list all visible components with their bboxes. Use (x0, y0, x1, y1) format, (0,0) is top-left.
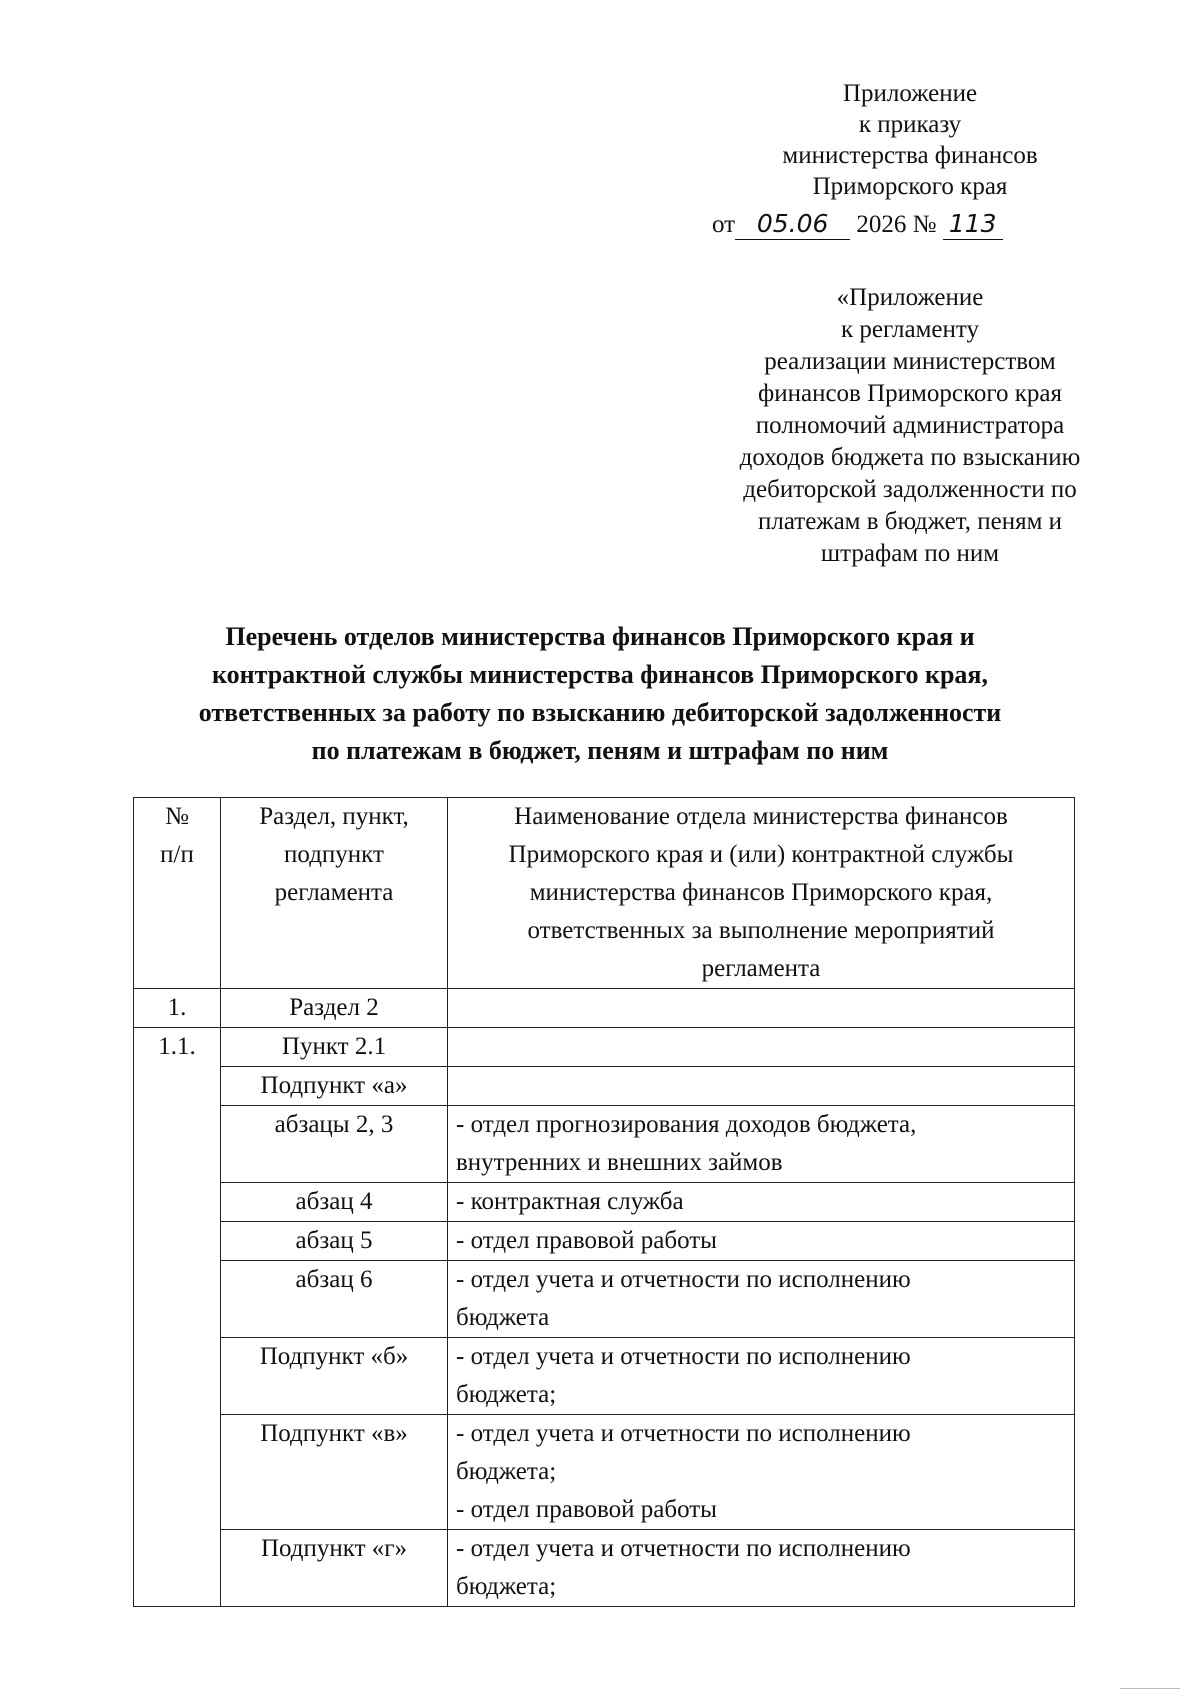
department-line: бюджета (456, 1304, 550, 1331)
sub-appendix-line: дебиторской задолженности по (743, 476, 1077, 503)
table-row (134, 1183, 1075, 1222)
appendix-line: Приморского края (812, 173, 1008, 200)
title-line: контрактной службы министерства финансов Приморского края, (212, 660, 988, 689)
sub-appendix-line: полномочий администратора (755, 412, 1065, 439)
table-row (134, 989, 1075, 1028)
department-line: - отдел учета и отчетности по исполнению (456, 1266, 911, 1293)
row-department-cell (448, 989, 1075, 1028)
table-row (134, 1261, 1075, 1338)
department-line: - контрактная служба (456, 1188, 684, 1215)
row-department-cell (448, 1183, 1075, 1222)
title-line: ответственных за работу по взысканию дебиторской задолженности (198, 698, 1002, 727)
table-row (134, 1028, 1075, 1067)
document-title (150, 618, 1050, 770)
row-number-cell: 1.1. (134, 1028, 221, 1607)
row-department-cell (448, 1530, 1075, 1607)
regulation-appendix-block (690, 282, 1130, 570)
row-department-cell (448, 1067, 1075, 1106)
sub-appendix-line: реализации министерством (764, 348, 1056, 375)
sub-appendix-line: к регламенту (841, 316, 979, 343)
appendix-line: Приложение (842, 80, 978, 107)
row-section-cell: абзацы 2, 3 (221, 1106, 448, 1183)
table-row (134, 1222, 1075, 1261)
department-line: - отдел правовой работы (456, 1227, 717, 1254)
header-cell-line: регламента (701, 955, 821, 982)
header-cell-line: подпункт (284, 841, 384, 868)
row-department-cell (448, 1261, 1075, 1338)
department-line: - отдел правовой работы (456, 1496, 717, 1523)
order-date-number-line (712, 208, 1132, 240)
header-number (134, 798, 221, 989)
department-line: бюджета; (456, 1458, 557, 1485)
sub-appendix-line: платежам в бюджет, пеням и (757, 508, 1063, 535)
department-line: внутренних и внешних займов (456, 1149, 783, 1176)
row-section-cell: Подпункт «в» (221, 1415, 448, 1530)
responsibility-table (133, 797, 1075, 1607)
order-prefix: от (712, 211, 736, 238)
row-department-cell (448, 1106, 1075, 1183)
order-year: 2026 № (856, 211, 937, 238)
row-section-cell: Раздел 2 (221, 989, 448, 1028)
header-cell-line: п/п (160, 841, 194, 868)
row-section-cell: Подпункт «а» (221, 1067, 448, 1106)
table-row (134, 1415, 1075, 1530)
row-department-cell (448, 1338, 1075, 1415)
row-section-cell: Подпункт «б» (221, 1338, 448, 1415)
table-row (134, 1338, 1075, 1415)
header-cell-line: № (165, 803, 189, 830)
row-department-cell (448, 1415, 1075, 1530)
row-section-cell: абзац 6 (221, 1261, 448, 1338)
appendix-line: министерства финансов (782, 142, 1038, 169)
row-number-cell: 1. (134, 989, 221, 1028)
row-department-cell (448, 1028, 1075, 1067)
row-section-cell: Пункт 2.1 (221, 1028, 448, 1067)
department-line: бюджета; (456, 1573, 557, 1600)
department-line: - отдел учета и отчетности по исполнению (456, 1343, 911, 1370)
table-header-row (134, 798, 1075, 989)
page-edge-mark (1120, 1688, 1180, 1697)
header-cell-line: регламента (274, 879, 394, 906)
header-cell-line: Приморского края и (или) контрактной службы (508, 841, 1014, 868)
header-cell-line: Наименование отдела министерства финансов (514, 803, 1008, 830)
title-line: Перечень отделов министерства финансов Приморского края и (225, 622, 975, 651)
header-cell-line: министерства финансов Приморского края, (529, 879, 993, 906)
title-line: по платежам в бюджет, пеням и штрафам по ним (311, 736, 889, 765)
row-section-cell: Подпункт «г» (221, 1530, 448, 1607)
order-appendix-block (700, 78, 1120, 202)
appendix-line: к приказу (858, 111, 962, 138)
table-row (134, 1530, 1075, 1607)
header-cell-line: Раздел, пункт, (259, 803, 409, 830)
department-line: - отдел учета и отчетности по исполнению (456, 1420, 911, 1447)
department-line: бюджета; (456, 1381, 557, 1408)
sub-appendix-line: финансов Приморского края (758, 380, 1062, 407)
header-department (448, 798, 1075, 989)
row-department-cell (448, 1222, 1075, 1261)
department-line: - отдел учета и отчетности по исполнению (456, 1535, 911, 1562)
table-row (134, 1067, 1075, 1106)
table-row (134, 1106, 1075, 1183)
sub-appendix-line: «Приложение (836, 284, 984, 311)
row-section-cell: абзац 5 (221, 1222, 448, 1261)
handwritten-order-date: 05.06 (735, 208, 850, 240)
department-line: - отдел прогнозирования доходов бюджета, (456, 1111, 917, 1138)
header-section (221, 798, 448, 989)
sub-appendix-line: доходов бюджета по взысканию (739, 444, 1081, 471)
sub-appendix-line: штрафам по ним (820, 540, 1000, 567)
handwritten-order-number: 113 (943, 208, 1003, 240)
row-section-cell: абзац 4 (221, 1183, 448, 1222)
header-cell-line: ответственных за выполнение мероприятий (527, 917, 995, 944)
